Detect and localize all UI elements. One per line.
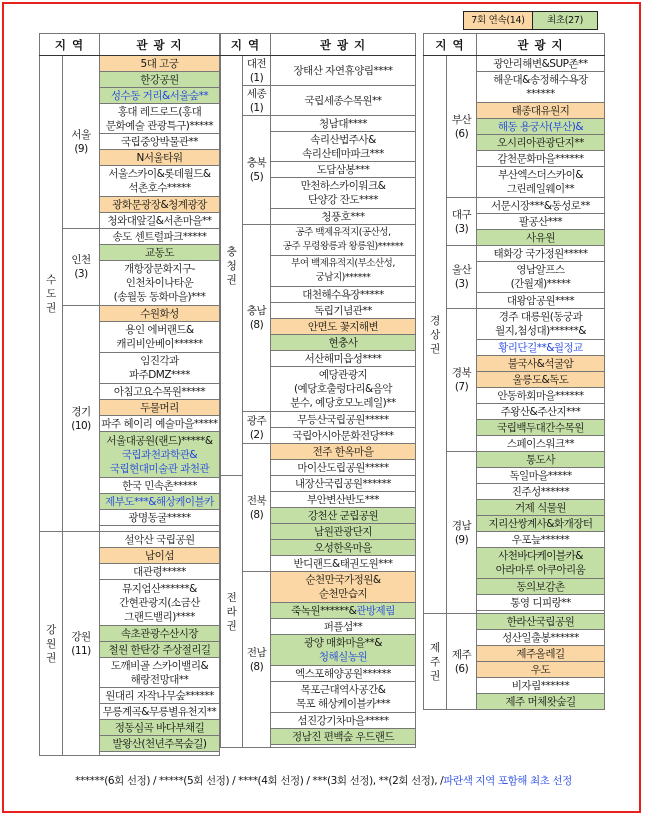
spot: 통영 디피랑** (477, 595, 605, 611)
legend-seven-consecutive: 7회 연속(14) (464, 12, 533, 29)
spacer-cell (100, 752, 220, 756)
spot: 우도 (477, 662, 605, 678)
spot: 우포늪****** (477, 532, 605, 548)
region-gangwon: 강 원 권 (40, 532, 63, 756)
spot: 서울대공원(랜드)*****& (106, 434, 213, 447)
spot: 안동하회마을****** (477, 388, 605, 404)
spot: 파주 헤이리 예술마을***** (101, 417, 218, 430)
sub-jeju: 제주 (6) (447, 614, 477, 710)
sub-daejeon: 대전 (1) (243, 56, 271, 86)
spot-blue-part: 관방제림 (356, 604, 395, 617)
spot: 대왕암공원**** (477, 293, 605, 309)
spot: 두물머리 (100, 400, 220, 416)
spot: 한라산국립공원 (477, 614, 605, 630)
spot: 퍼플섬** (271, 619, 416, 635)
spot: 경주 대릉원(동궁과 월지,첨성대)******& (477, 309, 605, 340)
spot: 도담삼봉*** (271, 162, 416, 178)
spot: 엑스포해양공원****** (271, 666, 416, 682)
region-chungcheong: 충 청 권 (221, 56, 243, 476)
sub-incheon: 인천 (3) (63, 229, 100, 306)
sub-gyeongbuk: 경북 (7) (447, 309, 477, 452)
sub-gyeongnam: 경남 (9) (447, 452, 477, 614)
spot: 반디랜드&태권도원*** (271, 556, 416, 572)
spot: 비자림****** (477, 678, 605, 694)
spot: 도깨비골 스카이밸리& 해랑전망대** (100, 658, 220, 688)
spot: 스페이스워크** (477, 436, 605, 452)
spot: 팔공산*** (477, 214, 605, 230)
spot: 제주 머체왓숲길 (477, 694, 605, 710)
header-spot: 관 광 지 (100, 34, 220, 56)
spot: 동의보감촌 (477, 579, 605, 595)
spot: 성산일출봉****** (477, 630, 605, 646)
sub-busan: 부산 (6) (447, 56, 477, 198)
spot: 오성한옥마을 (271, 540, 416, 556)
column-2 (220, 33, 416, 748)
spot: 제주올레길 (477, 646, 605, 662)
spot: 지리산쌍계사&화개장터 (477, 516, 605, 532)
sub-daegu: 대구 (3) (447, 198, 477, 246)
spot: 정동심곡 바다부채길 (100, 720, 220, 736)
spot: 현충사 (271, 335, 416, 351)
column-3 (423, 33, 605, 710)
spot: 남이섬 (100, 548, 220, 564)
spot: 아침고요수목원***** (100, 384, 220, 400)
sub-gwangju: 광주 (2) (243, 412, 271, 444)
sub-jeonbuk: 전북 (8) (243, 444, 271, 572)
spot: 부산엑스더스카이& 그린레일웨이** (477, 167, 605, 198)
spot: 제부도***&해상케이블카 (100, 494, 220, 510)
header-spot: 관 광 지 (477, 34, 605, 56)
table-column-1 (39, 33, 220, 756)
table-column-3 (423, 33, 605, 710)
legend (463, 11, 598, 30)
spot: N서울타워 (100, 150, 220, 166)
header-region: 지 역 (221, 34, 271, 56)
spot: 임진각과 파주DMZ**** (100, 353, 220, 384)
header-region: 지 역 (424, 34, 477, 56)
spot: 원대리 자작나무숲****** (100, 688, 220, 704)
spot: 예당관광지 (예당호출렁다리&음악 분수, 예당호모노레일)** (271, 367, 416, 412)
spot: 주왕산&주산지*** (477, 404, 605, 420)
spot: 국립세종수목원** (271, 86, 416, 116)
region-jeju: 제 주 권 (424, 614, 447, 710)
spot: 국립현대미술관 과천관 (109, 462, 210, 475)
spot: 부여 백제유적지(부소산성, 궁남지)****** (271, 256, 416, 287)
spot: 국립과천과학관& (121, 448, 198, 461)
spot: 교동도 (100, 245, 220, 261)
spot: 장태산 자연휴양림**** (271, 56, 416, 86)
footer-legend (0, 773, 647, 788)
sub-seoul: 서울 (9) (63, 56, 100, 229)
spot: 국립백두대간수목원 (477, 420, 605, 436)
spot: 송도 센트럴파크***** (100, 229, 220, 245)
region-jeolla: 전 라 권 (221, 476, 243, 748)
spot: 감천문화마을****** (477, 151, 605, 167)
spot-group-gwangyang (271, 635, 416, 666)
spot: 부안변산반도*** (271, 492, 416, 508)
spot: 철원 한탄강 주상절리길 (100, 642, 220, 658)
spot: 강천산 군립공원 (271, 508, 416, 524)
spot: 속리산법주사& 속리산테마파크*** (271, 132, 416, 162)
spot: 홍대 레드로드(홍대 문화예술 관광특구)***** (100, 104, 220, 134)
spot: 마이산도립공원***** (271, 460, 416, 476)
spot: 불국사&석굴암 (477, 356, 605, 372)
spot: 안면도 꽃지해변 (271, 319, 416, 335)
spot: 무등산국립공원***** (271, 412, 416, 428)
spot: 섬진강기차마을***** (271, 713, 416, 729)
spot: 한국 민속촌***** (100, 478, 220, 494)
spot: 통도사 (477, 452, 605, 468)
spot: 황리단길**&월정교 (477, 340, 605, 356)
spot: 서산해미읍성**** (271, 351, 416, 367)
spacer-cell (271, 745, 416, 748)
spot: 영남알프스 (간월재)***** (477, 262, 605, 293)
spot: 국립중앙박물관** (100, 134, 220, 150)
sub-gangwon: 강원 (11) (63, 532, 100, 756)
sub-jeonnam: 전남 (8) (243, 572, 271, 748)
spot: 사유원 (477, 230, 605, 246)
spot: 청해실농원 (318, 651, 368, 663)
spot: 사천바다케이블카& 아라마루 아쿠아리움 (477, 548, 605, 579)
spot: 공주 백제유적지(공산성, 공주 무령왕릉과 왕릉원)****** (271, 225, 416, 256)
spot: 남원관광단지 (271, 524, 416, 540)
spot: 태화강 국가정원***** (477, 246, 605, 262)
spot-juknokwon (271, 603, 416, 619)
footer-blue-note: 파란색 지역 포함해 최초 선정 (443, 775, 572, 787)
spot: 광명동굴***** (100, 510, 220, 526)
sub-ulsan: 울산 (3) (447, 246, 477, 309)
spot: 설악산 국립공원 (100, 532, 220, 548)
spot: 무릉계곡&무릉별유천지** (100, 704, 220, 720)
spot: 전주 한옥마을 (271, 444, 416, 460)
spot: 서울스카이&롯데월드& 석촌호수***** (100, 166, 220, 197)
spot: 국립아시아문화전당*** (271, 428, 416, 444)
spot: 독립기념관** (271, 303, 416, 319)
spot: 한강공원 (100, 72, 220, 88)
spot: 수원화성 (100, 306, 220, 322)
sub-sejong: 세종 (1) (243, 86, 271, 116)
spot: 해동 용궁사(부산)& (477, 119, 605, 135)
sub-chungnam: 충남 (8) (243, 225, 271, 412)
spot: 발왕산(천년주목숲길) (100, 736, 220, 752)
footer-stars: ******(6회 선정) / *****(5회 선정) / ****(4회 선정) / ***(3회 선정), **(2회 선정), / (75, 775, 444, 787)
header-region: 지 역 (40, 34, 100, 56)
spot: 서문시장***&동성로** (477, 198, 605, 214)
spot: 만천하스카이워크& 단양강 잔도**** (271, 178, 416, 209)
region-sudo: 수 도 권 (40, 56, 63, 532)
spot-text: 죽녹원******&관방제림 (291, 604, 395, 617)
spot: 속초관광수산시장 (100, 626, 220, 642)
spot: 태종대유원지 (477, 103, 605, 119)
legend-first-time: 최초(27) (533, 12, 597, 29)
spot: 뮤지엄산******& 간현관광지(소금산 그랜드밸리)**** (100, 580, 220, 626)
spot-group-seoul-grand-park (100, 432, 220, 478)
spot: 성수동 거리&서울숲** (100, 88, 220, 104)
spot: 5대 고궁 (100, 56, 220, 72)
spot: 순천만국가정원& 순천만습지 (271, 572, 416, 603)
spot: 울릉도&독도 (477, 372, 605, 388)
spot: 용인 에버랜드& 캐리비안베이****** (100, 322, 220, 353)
column-1 (39, 33, 220, 756)
spot: 개항장문화지구- 인천차이나타운 (송월동 동화마을)*** (100, 261, 220, 306)
spot: 청와대앞길&서촌마을** (100, 213, 220, 229)
table-column-2 (220, 33, 416, 748)
sub-gyeonggi: 경기 (10) (63, 306, 100, 532)
sub-chungbuk: 충북 (5) (243, 116, 271, 225)
spot: 광화문광장&청계광장 (100, 197, 220, 213)
spot: 오시리아관광단지** (477, 135, 605, 151)
spot: 대관령***** (100, 564, 220, 580)
spot: 해운대&송정해수욕장 ****** (477, 72, 605, 103)
spot: 정남진 편백숲 우드랜드 (271, 729, 416, 745)
spot: 진주성****** (477, 484, 605, 500)
spot: 내장산국립공원****** (271, 476, 416, 492)
spot: 청풍호*** (271, 209, 416, 225)
spot: 청남대**** (271, 116, 416, 132)
spot: 광양 매화마을**& (304, 637, 382, 649)
spot: 독일마을***** (477, 468, 605, 484)
header-spot: 관 광 지 (271, 34, 416, 56)
spot: 거제 식물원 (477, 500, 605, 516)
spot: 광안리해변&SUP존** (477, 56, 605, 72)
spot: 목포근대역사공간& 목포 해상케이블카*** (271, 682, 416, 713)
region-gyeongsang: 경 상 권 (424, 56, 447, 614)
spot: 대천해수욕장***** (271, 287, 416, 303)
